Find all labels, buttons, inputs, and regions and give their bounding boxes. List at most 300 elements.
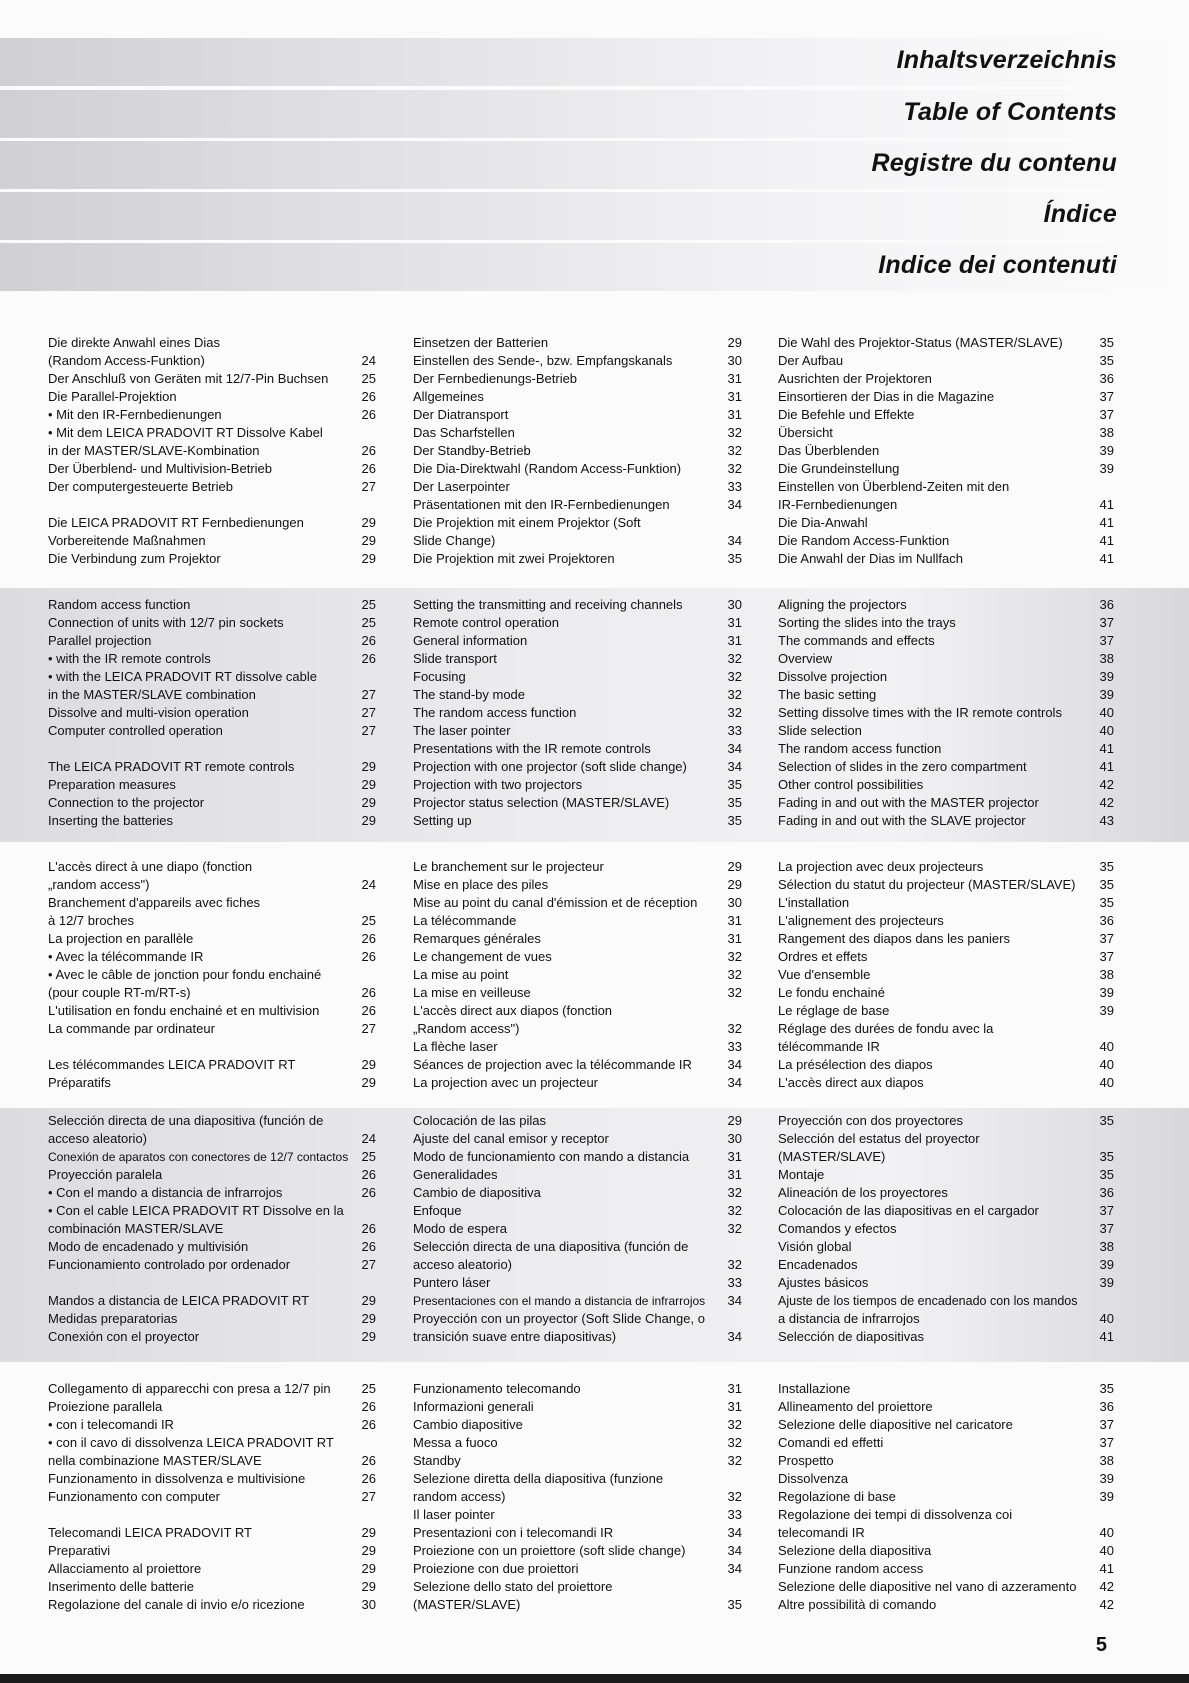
toc-entry-page: 35 <box>727 1597 742 1612</box>
toc-entry-title: Colocación de las pilas <box>413 1113 546 1128</box>
toc-entry-page: 27 <box>361 705 376 720</box>
toc-entry-title: Connection of units with 12/7 pin sockets <box>48 615 284 630</box>
toc-entry-page: 32 <box>727 1417 742 1432</box>
toc-entry-title: • Avec la télécommande IR <box>48 949 204 964</box>
toc-entry-title: Il laser pointer <box>413 1507 495 1522</box>
toc-entry-title: Regolazione di base <box>778 1489 896 1504</box>
toc-entry-page: 41 <box>1099 497 1114 512</box>
toc-entry-page: 39 <box>1099 1489 1114 1504</box>
toc-entry-title: Mandos a distancia de LEICA PRADOVIT RT <box>48 1293 310 1308</box>
toc-entry-page: 26 <box>361 651 376 666</box>
toc-entry-title: The laser pointer <box>413 723 511 738</box>
toc-entry-page: 34 <box>727 1525 742 1540</box>
toc-entry-title: Modo de encadenado y multivisión <box>48 1239 249 1254</box>
toc-entry-page: 26 <box>361 633 376 648</box>
toc-entry-page: 34 <box>727 759 742 774</box>
toc-entry-title: Der Diatransport <box>413 407 509 422</box>
toc-entry-page: 32 <box>727 985 742 1000</box>
toc-entry-page: 31 <box>727 931 742 946</box>
toc-entry-page: 25 <box>361 597 376 612</box>
toc-entry-page: 29 <box>361 1329 376 1344</box>
toc-entry-title: Die Projektion mit einem Projektor (Soft <box>413 515 641 530</box>
toc-entry-page: 29 <box>361 1311 376 1326</box>
toc-entry-page: 31 <box>727 633 742 648</box>
toc-entry-page: 38 <box>1099 651 1114 666</box>
toc-entry-page: 34 <box>727 1543 742 1558</box>
toc-entry-page: 32 <box>727 1453 742 1468</box>
toc-entry-title: Vorbereitende Maßnahmen <box>48 533 206 548</box>
toc-entry-page: 39 <box>1099 1471 1114 1486</box>
toc-entry-title: à 12/7 broches <box>48 913 135 928</box>
toc-entry-page: 29 <box>361 795 376 810</box>
toc-entry-title: L'installation <box>778 895 850 910</box>
toc-entry-title: Die Parallel-Projektion <box>48 389 177 404</box>
toc-entry-page: 39 <box>1099 1003 1114 1018</box>
toc-entry-page: 29 <box>361 813 376 828</box>
toc-entry-title: Séances de projection avec la télécommande IR <box>413 1057 692 1072</box>
toc-entry-title: télécommande IR <box>778 1039 880 1054</box>
toc-entry-page: 29 <box>361 1561 376 1576</box>
toc-entry-page: 26 <box>361 1167 376 1182</box>
toc-entry-title: Overview <box>778 651 833 666</box>
toc-entry-title: L'utilisation en fondu enchainé et en multivision <box>48 1003 320 1018</box>
toc-entry-title: Slide selection <box>778 723 862 738</box>
toc-entry-page: 26 <box>361 985 376 1000</box>
toc-entry-page: 30 <box>727 895 742 910</box>
toc-entry-page: 39 <box>1099 461 1114 476</box>
toc-entry-page: 40 <box>1099 1311 1114 1326</box>
toc-entry-page: 31 <box>727 407 742 422</box>
toc-entry-title: Le branchement sur le projecteur <box>413 859 604 874</box>
toc-entry-page: 30 <box>727 1131 742 1146</box>
toc-entry-title: Remarques générales <box>413 931 541 946</box>
toc-entry-title: Projection with one projector (soft slide change) <box>413 759 687 774</box>
toc-entry-title: Das Scharfstellen <box>413 425 515 440</box>
toc-entry-title: Das Überblenden <box>778 443 880 458</box>
toc-entry-title: Selezione della diapositiva <box>778 1543 932 1558</box>
toc-entry-title: Colocación de las diapositivas en el cargador <box>778 1203 1039 1218</box>
toc-entry-title: General information <box>413 633 528 648</box>
toc-entry-page: 26 <box>361 1399 376 1414</box>
toc-entry-title: Enfoque <box>413 1203 462 1218</box>
toc-entry-title: Branchement d'appareils avec fiches <box>48 895 261 910</box>
toc-entry-page: 37 <box>1099 949 1114 964</box>
toc-entry-page: 35 <box>1099 335 1114 350</box>
toc-entry-page: 32 <box>727 705 742 720</box>
toc-entry-title: Funzionamento telecomando <box>413 1381 581 1396</box>
toc-entry-page: 31 <box>727 371 742 386</box>
toc-entry-page: 25 <box>361 615 376 630</box>
toc-entry-title: Rangement des diapos dans les paniers <box>778 931 1010 946</box>
heading-de: Inhaltsverzeichnis <box>896 46 1117 74</box>
toc-entry-page: 32 <box>727 1203 742 1218</box>
toc-entry-page: 36 <box>1099 913 1114 928</box>
toc-entry-title: Funzionamento con computer <box>48 1489 220 1504</box>
toc-entry-page: 33 <box>727 1275 742 1290</box>
toc-entry-page: 41 <box>1099 533 1114 548</box>
toc-entry-page: 34 <box>727 1293 742 1308</box>
toc-entry-title: • con i telecomandi IR <box>48 1417 174 1432</box>
toc-entry-title: Dissolve and multi-vision operation <box>48 705 249 720</box>
toc-entry-title: The random access function <box>413 705 577 720</box>
toc-entry-page: 25 <box>361 1149 376 1164</box>
toc-entry-title: Preparation measures <box>48 777 176 792</box>
toc-entry-title: Setting the transmitting and receiving channels <box>413 597 683 612</box>
toc-entry-page: 39 <box>1099 687 1114 702</box>
toc-entry-title: random access) <box>413 1489 506 1504</box>
toc-entry-title: acceso aleatorio) <box>413 1257 512 1272</box>
toc-entry-title: Focusing <box>413 669 466 684</box>
toc-entry-title: Projector status selection (MASTER/SLAVE) <box>413 795 670 810</box>
toc-entry-page: 32 <box>727 461 742 476</box>
toc-entry-page: 32 <box>727 669 742 684</box>
toc-entry-page: 25 <box>361 1381 376 1396</box>
toc-entry-title: La présélection des diapos <box>778 1057 933 1072</box>
toc-entry-page: 33 <box>727 1039 742 1054</box>
toc-entry-page: 24 <box>361 877 376 892</box>
toc-entry-title: Ajuste del canal emisor y receptor <box>413 1131 609 1146</box>
toc-entry-title: La mise en veilleuse <box>413 985 531 1000</box>
toc-entry-page: 26 <box>361 931 376 946</box>
toc-entry-title: Projection with two projectors <box>413 777 583 792</box>
toc-entry-title: Puntero láser <box>413 1275 491 1290</box>
toc-entry-title: L'accès direct à une diapo (fonction <box>48 859 253 874</box>
toc-entry-title: Comandos y efectos <box>778 1221 897 1236</box>
toc-entry-page: 35 <box>727 551 742 566</box>
toc-entry-title: Die Projektion mit zwei Projektoren <box>413 551 615 566</box>
toc-entry-title: Montaje <box>778 1167 825 1182</box>
toc-entry-title: „random access") <box>48 877 150 892</box>
toc-entry-page: 32 <box>727 651 742 666</box>
toc-entry-page: 38 <box>1099 425 1114 440</box>
toc-entry-page: 26 <box>361 1239 376 1254</box>
toc-entry-page: 35 <box>727 813 742 828</box>
toc-entry-title: Die Dia-Direktwahl (Random Access-Funktion) <box>413 461 682 476</box>
toc-entry-page: 42 <box>1099 777 1114 792</box>
toc-entry-page: 32 <box>727 1257 742 1272</box>
toc-entry-title: acceso aleatorio) <box>48 1131 147 1146</box>
toc-entry-page: 31 <box>727 1381 742 1396</box>
toc-entry-page: 42 <box>1099 1597 1114 1612</box>
toc-entry-title: Selezione delle diapositive nel vano di azzeramento <box>778 1579 1077 1594</box>
toc-entry-title: Einsetzen der Batterien <box>413 335 549 350</box>
toc-entry-title: Slide Change) <box>413 533 496 548</box>
toc-entry-title: Selección del estatus del proyector <box>778 1131 980 1146</box>
toc-entry-title: Mise en place des piles <box>413 877 549 892</box>
toc-entry-title: Einstellen des Sende-, bzw. Empfangskanals <box>413 353 673 368</box>
toc-entry-page: 34 <box>727 497 742 512</box>
toc-entry-title: L'accès direct aux diapos <box>778 1075 924 1090</box>
toc-entry-page: 33 <box>727 1507 742 1522</box>
toc-entry-page: 27 <box>361 479 376 494</box>
toc-entry-title: Die Random Access-Funktion <box>778 533 950 548</box>
toc-entry-title: • con il cavo di dissolvenza LEICA PRADOVIT RT <box>48 1435 334 1450</box>
page-number: 5 <box>1095 1634 1107 1656</box>
toc-entry-page: 30 <box>727 597 742 612</box>
toc-entry-page: 29 <box>727 859 742 874</box>
toc-entry-page: 29 <box>727 335 742 350</box>
toc-entry-title: transición suave entre diapositivas) <box>413 1329 617 1344</box>
toc-entry-page: 27 <box>361 1257 376 1272</box>
toc-entry-page: 29 <box>361 1525 376 1540</box>
toc-entry-page: 35 <box>1099 1113 1114 1128</box>
toc-entry-title: IR-Fernbedienungen <box>778 497 898 512</box>
toc-entry-title: Proiezione con due proiettori <box>413 1561 579 1576</box>
toc-entry-title: Aligning the projectors <box>778 597 907 612</box>
toc-entry-page: 39 <box>1099 1275 1114 1290</box>
toc-entry-title: Einstellen von Überblend-Zeiten mit den <box>778 479 1010 494</box>
toc-section-it <box>0 1368 1189 1612</box>
toc-entry-title: L'accès direct aux diapos (fonction <box>413 1003 613 1018</box>
toc-entry-title: Ordres et effets <box>778 949 868 964</box>
toc-entry-title: The basic setting <box>778 687 877 702</box>
toc-entry-page: 35 <box>727 777 742 792</box>
toc-entry-page: 41 <box>1099 741 1114 756</box>
toc-entry-title: Selezione delle diapositive nel caricatore <box>778 1417 1013 1432</box>
toc-entry-title: • Con el mando a distancia de infrarrojos <box>48 1185 283 1200</box>
toc-entry-title: La mise au point <box>413 967 509 982</box>
toc-entry-title: The stand-by mode <box>413 687 526 702</box>
toc-entry-title: Die Verbindung zum Projektor <box>48 551 221 566</box>
toc-entry-title: The random access function <box>778 741 942 756</box>
toc-entry-page: 29 <box>361 1543 376 1558</box>
toc-entry-page: 37 <box>1099 389 1114 404</box>
toc-entry-title: Proyección con un proyector (Soft Slide Change, o <box>413 1311 705 1326</box>
toc-entry-page: 26 <box>361 443 376 458</box>
toc-entry-page: 40 <box>1099 1039 1114 1054</box>
toc-entry-page: 34 <box>727 1057 742 1072</box>
toc-entry-title: Presentaciones con el mando a distancia de infrarrojos <box>413 1294 706 1308</box>
toc-entry-page: 41 <box>1099 759 1114 774</box>
toc-entry-title: Selection of slides in the zero compartment <box>778 759 1027 774</box>
toc-entry-title: Presentazioni con i telecomandi IR <box>413 1525 614 1540</box>
toc-entry-title: Ajuste de los tiempos de encadenado con los mandos <box>778 1294 1078 1308</box>
toc-entry-page: 32 <box>727 967 742 982</box>
toc-entry-page: 24 <box>361 1131 376 1146</box>
toc-entry-page: 36 <box>1099 1399 1114 1414</box>
toc-entry-title: (Random Access-Funktion) <box>48 353 205 368</box>
toc-entry-title: „Random access") <box>413 1021 520 1036</box>
toc-entry-page: 34 <box>727 741 742 756</box>
toc-entry-title: La projection avec deux projecteurs <box>778 859 984 874</box>
toc-entry-title: Random access function <box>48 597 191 612</box>
toc-entry-title: Allacciamento al proiettore <box>48 1561 202 1576</box>
toc-entry-title: La projection avec un projecteur <box>413 1075 599 1090</box>
heading-en: Table of Contents <box>903 98 1117 126</box>
toc-entry-title: Der Überblend- und Multivision-Betrieb <box>48 461 272 476</box>
toc-entry-page: 32 <box>727 1221 742 1236</box>
toc-entry-page: 37 <box>1099 931 1114 946</box>
toc-entry-page: 32 <box>727 1435 742 1450</box>
toc-entry-page: 34 <box>727 533 742 548</box>
toc-entry-page: 37 <box>1099 1221 1114 1236</box>
toc-entry-page: 37 <box>1099 407 1114 422</box>
toc-entry-page: 32 <box>727 1021 742 1036</box>
toc-entry-page: 40 <box>1099 1057 1114 1072</box>
toc-entry-title: • Avec le câble de jonction pour fondu enchainé <box>48 967 322 982</box>
toc-entry-title: Réglage des durées de fondu avec la <box>778 1021 994 1036</box>
toc-entry-page: 29 <box>361 515 376 530</box>
toc-entry-title: Generalidades <box>413 1167 498 1182</box>
toc-entry-title: Mise au point du canal d'émission et de réception <box>413 895 698 910</box>
toc-entry-title: Setting dissolve times with the IR remote controls <box>778 705 1062 720</box>
toc-entry-title: telecomandi IR <box>778 1525 865 1540</box>
toc-entry-page: 29 <box>361 777 376 792</box>
toc-section-en <box>0 588 1189 842</box>
toc-entry-title: La commande par ordinateur <box>48 1021 215 1036</box>
toc-entry-page: 33 <box>727 723 742 738</box>
toc-entry-page: 42 <box>1099 795 1114 810</box>
toc-entry-title: Ausrichten der Projektoren <box>778 371 932 386</box>
toc-section-de <box>0 322 1189 576</box>
toc-entry-title: • Mit dem LEICA PRADOVIT RT Dissolve Kabel <box>48 425 323 440</box>
toc-entry-title: Cambio de diapositiva <box>413 1185 541 1200</box>
toc-entry-page: 40 <box>1099 1525 1114 1540</box>
toc-entry-title: Proyección paralela <box>48 1167 163 1182</box>
toc-entry-page: 29 <box>727 1113 742 1128</box>
toc-entry-title: Selezione diretta della diapositiva (funzione <box>413 1471 664 1486</box>
toc-entry-title: Übersicht <box>778 425 833 440</box>
toc-entry-page: 36 <box>1099 597 1114 612</box>
toc-entry-title: Le réglage de base <box>778 1003 890 1018</box>
toc-entry-title: Le fondu enchainé <box>778 985 885 1000</box>
toc-entry-page: 29 <box>361 551 376 566</box>
toc-entry-page: 29 <box>361 1293 376 1308</box>
toc-entry-title: Dissolve projection <box>778 669 888 684</box>
toc-entry-title: La projection en parallèle <box>48 931 194 946</box>
toc-entry-title: Connection to the projector <box>48 795 205 810</box>
toc-entry-title: Proiezione con un proiettore (soft slide change) <box>413 1543 686 1558</box>
toc-entry-title: (MASTER/SLAVE) <box>413 1597 521 1612</box>
toc-entry-page: 29 <box>361 533 376 548</box>
toc-entry-page: 41 <box>1099 1561 1114 1576</box>
toc-entry-page: 26 <box>361 1003 376 1018</box>
toc-entry-title: Sélection du statut du projecteur (MASTER/SLAVE) <box>778 877 1076 892</box>
toc-entry-page: 29 <box>727 877 742 892</box>
toc-entry-page: 26 <box>361 1221 376 1236</box>
toc-entry-page: 32 <box>727 1489 742 1504</box>
toc-entry-title: Proiezione parallela <box>48 1399 163 1414</box>
toc-entry-page: 31 <box>727 615 742 630</box>
toc-entry-title: Proyección con dos proyectores <box>778 1113 963 1128</box>
toc-entry-title: a distancia de infrarrojos <box>778 1311 920 1326</box>
toc-entry-title: Ajustes básicos <box>778 1275 869 1290</box>
toc-entry-page: 29 <box>361 1579 376 1594</box>
toc-entry-title: Die direkte Anwahl eines Dias <box>48 335 220 350</box>
toc-entry-title: in the MASTER/SLAVE combination <box>48 687 256 702</box>
toc-entry-title: Die LEICA PRADOVIT RT Fernbedienungen <box>48 515 304 530</box>
toc-entry-page: 39 <box>1099 443 1114 458</box>
toc-entry-title: Einsortieren der Dias in die Magazine <box>778 389 995 404</box>
toc-section-fr <box>0 848 1189 1102</box>
toc-entry-title: Die Grundeinstellung <box>778 461 900 476</box>
toc-entry-title: Alineación de los proyectores <box>778 1185 948 1200</box>
toc-entry-page: 31 <box>727 1167 742 1182</box>
toc-entry-title: combinación MASTER/SLAVE <box>48 1221 224 1236</box>
toc-entry-page: 25 <box>361 371 376 386</box>
toc-entry-title: Le changement de vues <box>413 949 552 964</box>
toc-entry-title: Telecomandi LEICA PRADOVIT RT <box>48 1525 252 1540</box>
toc-entry-title: The LEICA PRADOVIT RT remote controls <box>48 759 295 774</box>
toc-entry-title: Slide transport <box>413 651 497 666</box>
toc-entry-title: Allineamento del proiettore <box>778 1399 933 1414</box>
toc-entry-page: 36 <box>1099 371 1114 386</box>
toc-entry-title: La télécommande <box>413 913 517 928</box>
toc-entry-title: Setting up <box>413 813 472 828</box>
bottom-bar <box>0 1674 1189 1683</box>
toc-entry-page: 26 <box>361 1471 376 1486</box>
toc-entry-title: La flèche laser <box>413 1039 498 1054</box>
toc-entry-title: L'alignement des projecteurs <box>778 913 944 928</box>
toc-entry-page: 39 <box>1099 669 1114 684</box>
toc-entry-title: Collegamento di apparecchi con presa a 12/7 pin <box>48 1381 331 1396</box>
toc-entry-title: Sorting the slides into the trays <box>778 615 956 630</box>
toc-entry-page: 31 <box>727 389 742 404</box>
toc-entry-page: 37 <box>1099 615 1114 630</box>
toc-entry-page: 41 <box>1099 515 1114 530</box>
toc-entry-page: 35 <box>1099 1167 1114 1182</box>
heading-fr: Registre du contenu <box>871 149 1117 177</box>
toc-entry-title: • Mit den IR-Fernbedienungen <box>48 407 222 422</box>
toc-entry-page: 35 <box>1099 859 1114 874</box>
toc-entry-page: 40 <box>1099 1543 1114 1558</box>
toc-entry-page: 35 <box>1099 895 1114 910</box>
toc-entry-title: Computer controlled operation <box>48 723 223 738</box>
toc-entry-page: 26 <box>361 407 376 422</box>
toc-entry-title: Presentations with the IR remote controls <box>413 741 651 756</box>
toc-entry-page: 31 <box>727 1399 742 1414</box>
toc-entry-title: The commands and effects <box>778 633 935 648</box>
toc-entry-title: Fading in and out with the MASTER projector <box>778 795 1039 810</box>
toc-entry-page: 31 <box>727 913 742 928</box>
toc-entry-title: Der Fernbedienungs-Betrieb <box>413 371 578 386</box>
toc-entry-page: 39 <box>1099 985 1114 1000</box>
heading-es: Índice <box>1043 200 1117 228</box>
toc-entry-page: 34 <box>727 1561 742 1576</box>
toc-entry-title: Parallel projection <box>48 633 152 648</box>
toc-entry-title: Cambio diapositive <box>413 1417 523 1432</box>
toc-entry-title: Inserimento delle batterie <box>48 1579 194 1594</box>
toc-entry-title: Visión global <box>778 1239 852 1254</box>
toc-entry-page: 29 <box>361 1075 376 1090</box>
toc-entry-page: 35 <box>727 795 742 810</box>
toc-entry-page: 27 <box>361 687 376 702</box>
toc-entry-title: Other control possibilities <box>778 777 924 792</box>
toc-entry-page: 40 <box>1099 705 1114 720</box>
toc-entry-page: 37 <box>1099 1435 1114 1450</box>
toc-entry-title: Der Anschluß von Geräten mit 12/7-Pin Buchsen <box>48 371 329 386</box>
toc-entry-title: Die Wahl des Projektor-Status (MASTER/SLAVE) <box>778 335 1063 350</box>
toc-entry-page: 34 <box>727 1075 742 1090</box>
toc-entry-page: 32 <box>727 425 742 440</box>
toc-entry-title: Präsentationen mit den IR-Fernbedienungen <box>413 497 670 512</box>
toc-entry-page: 38 <box>1099 967 1114 982</box>
toc-entry-title: Die Anwahl der Dias im Nullfach <box>778 551 963 566</box>
toc-entry-title: Selección directa de una diapositiva (función de <box>48 1113 324 1128</box>
toc-entry-page: 26 <box>361 949 376 964</box>
heading-band <box>0 192 1189 240</box>
toc-entry-page: 37 <box>1099 1417 1114 1432</box>
toc-entry-title: Die Befehle und Effekte <box>778 407 915 422</box>
toc-entry-page: 26 <box>361 461 376 476</box>
toc-entry-page: 40 <box>1099 723 1114 738</box>
toc-entry-page: 27 <box>361 723 376 738</box>
toc-entry-page: 35 <box>1099 353 1114 368</box>
toc-entry-page: 34 <box>727 1329 742 1344</box>
toc-entry-title: Der Standby-Betrieb <box>413 443 531 458</box>
toc-entry-title: Der computergesteuerte Betrieb <box>48 479 233 494</box>
toc-entry-page: 26 <box>361 1453 376 1468</box>
